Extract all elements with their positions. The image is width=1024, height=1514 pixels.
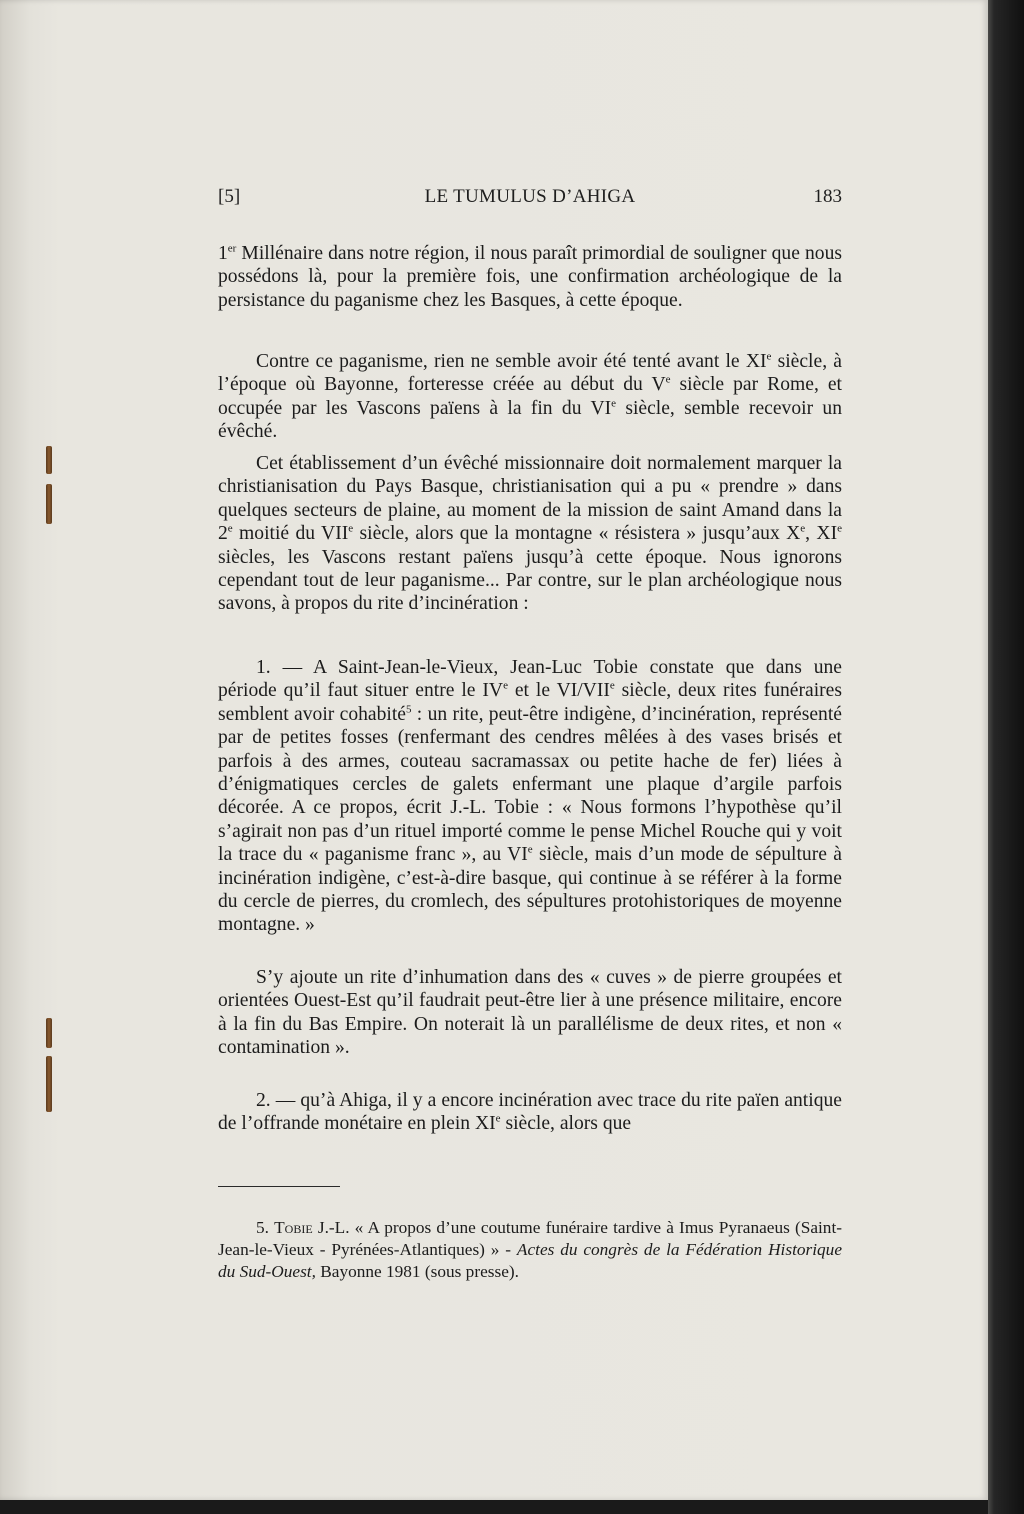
- staple-top-2: [46, 484, 52, 524]
- paragraph-1: 1er Millénaire dans notre région, il nous paraît primordial de souligner que nous possédons là, pour la première fois, une confirmation archéologique de la persistance du paganisme chez les Basques, à cette époque.: [218, 242, 842, 311]
- staple-bottom-1: [46, 1018, 52, 1048]
- footnote-author: Tobie: [274, 1218, 313, 1237]
- footnote-5: 5. Tobie J.-L. « A propos d’une coutume funéraire tardive à Imus Pyranaeus (Saint-Jean-le-Vieux - Pyrénées-Atlantiques) » - Actes du congrès de la Fédération Historique du Sud-Ouest, Bayonne 1981 (sous presse).: [218, 1218, 842, 1282]
- paragraph-5: S’y ajoute un rite d’inhumation dans des « cuves » de pierre groupées et orientées Ouest-Est qu’il faudrait peut-être lier à une présence militaire, encore à la fin du Bas Empire. On noterait là un parallélisme de deux rites, et non « contamination ».: [218, 967, 842, 1059]
- staple-bottom-2: [46, 1056, 52, 1112]
- running-title: LE TUMULUS D’AHIGA: [424, 186, 636, 207]
- scan-background-edge: [988, 0, 1024, 1514]
- paragraph-4: 1. — A Saint-Jean-le-Vieux, Jean-Luc Tobie constate que dans une période qu’il faut situer entre le IVe et le VI/VIIe siècle, deux rites funéraires semblent avoir cohabité$^5$ : un rite, peut-être indigène, d’incinération, représenté par de petites fosses (renfermant des cendres mêlées à des vases brisés et parfois à des armes, couteau sacramassax ou petite hache de fer) liées à d’énigmatiques cercles de galets enfermant une plaque d’argile parfois décorée. A ce propos, écrit J.-L. Tobie : « Nous formons l’hypothèse qu’il s’agirait non pas d’un rituel importé comme le pense Michel Rouche qui y voit la trace du « paganisme franc », au VIe siècle, mais d’un mode de sépulture à incinération indigène, c’est-à-dire basque, qui continue à se référer à la forme du cercle de pierres, du cromlech, des sépultures protohistoriques de moyenne montagne. »: [218, 657, 842, 936]
- paragraph-3: Cet établissement d’un évêché missionnaire doit normalement marquer la christianisation du Pays Basque, christianisation qui a pu « prendre » dans quelques secteurs de plaine, au moment de la mission de saint Amand dans la 2e moitié du VIIe siècle, alors que la montagne « résistera » jusqu’aux Xe, XIe siècles, les Vascons restant païens jusqu’à cette époque. Nous ignorons cependant tout de leur paganisme... Par contre, sur le plan archéologique nous savons, à propos du rite d’incinération :: [218, 453, 842, 615]
- staple-top-1: [46, 446, 52, 474]
- running-header: [218, 186, 842, 212]
- paragraph-2: Contre ce paganisme, rien ne semble avoir été tenté avant le XIe siècle, à l’époque où Bayonne, forteresse créée au début du Ve siècle par Rome, et occupée par les Vascons païens à la fin du VIe siècle, semble recevoir un évêché.: [218, 350, 842, 443]
- footnote-publication: Actes du congrès de la Fédération Historique du Sud-Ouest,: [218, 1240, 842, 1282]
- section-number: [5]: [218, 186, 241, 207]
- footnote-rule: [218, 1186, 340, 1187]
- page-number: 183: [813, 186, 842, 207]
- paragraph-6: 2. — qu’à Ahiga, il y a encore incinération avec trace du rite païen antique de l’offrande monétaire en plein XIe siècle, alors que: [218, 1090, 842, 1135]
